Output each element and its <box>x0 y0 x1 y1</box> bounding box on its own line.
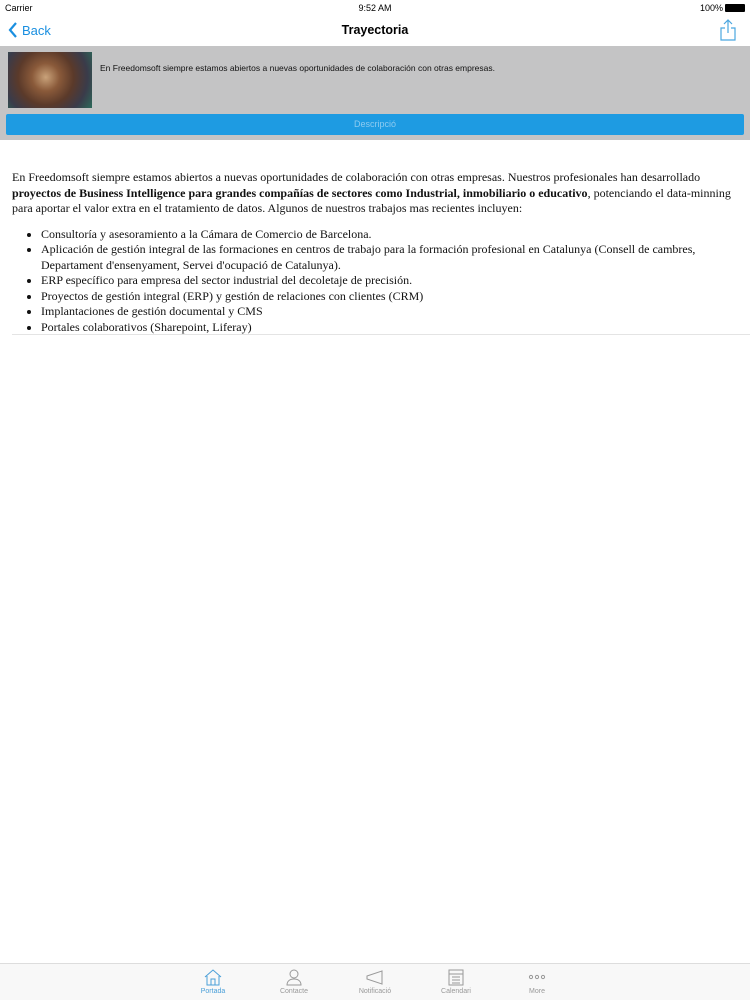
clock: 9:52 AM <box>358 3 392 13</box>
intro-paragraph <box>12 170 738 217</box>
intro-text: En Freedomsoft siempre estamos abiertos a nuevas oportunidades de colaboración con otras empresas. Nuestros profesionales han desarrollado <box>12 170 701 184</box>
banner-image <box>8 52 92 108</box>
projects-list <box>12 227 738 336</box>
person-icon <box>284 968 304 986</box>
tab-label: Contacte <box>279 988 309 995</box>
tab-label: Calendari <box>441 988 471 995</box>
tab-label: Portada <box>200 988 226 995</box>
tab-portada[interactable] <box>173 964 254 1000</box>
megaphone-icon <box>365 968 385 986</box>
tab-contacte[interactable] <box>254 964 335 1000</box>
share-icon[interactable] <box>720 19 736 41</box>
tab-calendari[interactable] <box>416 964 497 1000</box>
list-item: • ERP específico para empresa del sector industrial del decoletaje de precisión. <box>41 273 738 289</box>
list-item: • Aplicación de gestión integral de las formaciones en centros de trabajo para la formación profesional en Catalunya (Consell de cambres, Departament d'ensenyament, Servei d'ocupació de Catalunya). <box>41 242 738 273</box>
battery-percent: 100% <box>699 3 723 13</box>
page-title: Trayectoria <box>341 23 409 37</box>
list-item: • Portales colaborativos (Sharepoint, Liferay) <box>41 320 738 336</box>
intro-text-end: , potenciando el data-minning para aportar el valor extra en el tratamiento de datos. Algunos de nuestros trabajos mas recientes incluyen: <box>12 185 731 215</box>
navigation-bar <box>0 16 750 46</box>
list-item: • Proyectos de gestión integral (ERP) y gestión de relaciones con clientes (CRM) <box>41 289 738 305</box>
tab-more[interactable] <box>497 964 578 1000</box>
description-button[interactable]: Descripció <box>6 114 744 135</box>
battery-icon <box>725 4 745 12</box>
intro-bold: proyectos de Business Intelligence para grandes compañías de sectores como Industrial, inmobiliario o educativo <box>12 185 588 200</box>
carrier-label: Carrier <box>5 3 33 13</box>
tab-bar <box>0 963 750 1000</box>
list-item: • Implantaciones de gestión documental y CMS <box>41 304 738 320</box>
tab-label: More <box>529 988 545 995</box>
back-label: Back <box>22 22 51 38</box>
tab-notificacio[interactable] <box>335 964 416 1000</box>
banner-text: En Freedomsoft siempre estamos abiertos a nuevas oportunidades de colaboración con otras empresas. <box>100 63 495 73</box>
header-banner <box>0 46 750 140</box>
list-item: • Consultoría y asesoramiento a la Cámara de Comercio de Barcelona. <box>41 227 738 243</box>
battery <box>700 3 745 13</box>
more-icon <box>527 968 547 986</box>
status-bar <box>0 0 750 16</box>
tab-label: Notificació <box>358 988 392 995</box>
calendar-icon <box>446 968 466 986</box>
divider <box>12 334 750 335</box>
home-icon <box>203 968 223 986</box>
description-content <box>12 170 738 335</box>
